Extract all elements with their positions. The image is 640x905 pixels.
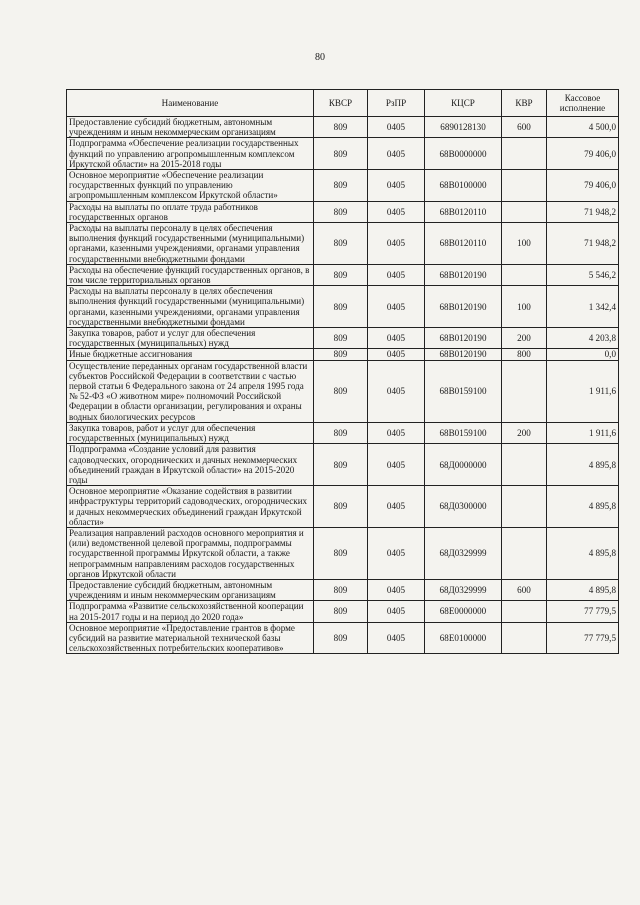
- cell-rzpr: 0405: [368, 360, 425, 422]
- header-amount: Кассовое исполнение: [547, 90, 619, 117]
- table-row: [67, 486, 619, 528]
- cell-kvsr: 809: [314, 486, 368, 528]
- cell-kcsr: 68Д0000000: [425, 444, 502, 486]
- cell-kvr: [502, 138, 547, 170]
- cell-rzpr: 0405: [368, 117, 425, 138]
- cell-amount: 71 948,2: [547, 201, 619, 222]
- cell-amount: 4 500,0: [547, 117, 619, 138]
- cell-kvsr: 809: [314, 622, 368, 654]
- cell-kvr: [502, 527, 547, 579]
- cell-name: Расходы на выплаты персоналу в целях обеспечения выполнения функций государственными (муниципальными) органами, казенными учреждениями, органами управления государственными внебюджетными фондами: [67, 223, 314, 265]
- cell-kvsr: 809: [314, 138, 368, 170]
- header-name: Наименование: [67, 90, 314, 117]
- header-rzpr: РзПР: [368, 90, 425, 117]
- cell-kvsr: 809: [314, 201, 368, 222]
- cell-kcsr: 68Е0000000: [425, 601, 502, 622]
- cell-rzpr: 0405: [368, 527, 425, 579]
- cell-kvr: [502, 444, 547, 486]
- cell-name: Иные бюджетные ассигнования: [67, 349, 314, 360]
- cell-rzpr: 0405: [368, 170, 425, 202]
- cell-rzpr: 0405: [368, 422, 425, 443]
- cell-amount: 4 895,8: [547, 486, 619, 528]
- page-number: 80: [315, 52, 325, 63]
- cell-amount: 77 779,5: [547, 601, 619, 622]
- cell-name: Подпрограмма «Обеспечение реализации государственных функций по управлению агропромышленным комплексом Иркутской области» на 2015-2018 годы: [67, 138, 314, 170]
- table-row: [67, 349, 619, 360]
- cell-kcsr: 68В0100000: [425, 170, 502, 202]
- cell-amount: 1 342,4: [547, 286, 619, 328]
- cell-name: Реализация направлений расходов основного мероприятия и (или) ведомственной целевой программы, подпрограммы государственной программы Иркутской области, а также непрограммным направлениям расходов государственных органов Иркутской области: [67, 527, 314, 579]
- cell-kvr: [502, 622, 547, 654]
- cell-name: Расходы на обеспечение функций государственных органов, в том числе территориальных органов: [67, 264, 314, 285]
- table-row: [67, 170, 619, 202]
- cell-kvsr: 809: [314, 360, 368, 422]
- cell-kvr: [502, 201, 547, 222]
- table-row: [67, 360, 619, 422]
- table-row: [67, 223, 619, 265]
- cell-amount: 1 911,6: [547, 360, 619, 422]
- header-kvsr: КВСР: [314, 90, 368, 117]
- table-row: [67, 201, 619, 222]
- cell-kcsr: 68Д0300000: [425, 486, 502, 528]
- cell-kvsr: 809: [314, 579, 368, 600]
- cell-rzpr: 0405: [368, 286, 425, 328]
- cell-kvsr: 809: [314, 601, 368, 622]
- table-row: [67, 622, 619, 654]
- cell-rzpr: 0405: [368, 328, 425, 349]
- cell-kvsr: 809: [314, 328, 368, 349]
- cell-amount: 4 895,8: [547, 527, 619, 579]
- cell-amount: 5 546,2: [547, 264, 619, 285]
- cell-kvr: 600: [502, 117, 547, 138]
- cell-rzpr: 0405: [368, 486, 425, 528]
- table-row: [67, 527, 619, 579]
- cell-name: Закупка товаров, работ и услуг для обеспечения государственных (муниципальных) нужд: [67, 328, 314, 349]
- cell-rzpr: 0405: [368, 138, 425, 170]
- cell-rzpr: 0405: [368, 601, 425, 622]
- cell-amount: 0,0: [547, 349, 619, 360]
- cell-name: Осуществление переданных органам государственной власти субъектов Российской Федерации в соответствии с частью первой статьи 6 Федерального закона от 24 апреля 1995 года № 52-ФЗ «О животном мире» полномочий Российской Федерации в области организации, регулирования и охраны водных биологических ресурсов: [67, 360, 314, 422]
- table-row: [67, 444, 619, 486]
- table-row: [67, 286, 619, 328]
- cell-kcsr: 68Д0329999: [425, 527, 502, 579]
- cell-kvr: [502, 360, 547, 422]
- cell-kvsr: 809: [314, 422, 368, 443]
- cell-kvsr: 809: [314, 349, 368, 360]
- cell-kvsr: 809: [314, 286, 368, 328]
- cell-name: Подпрограмма «Создание условий для развития садоводческих, огороднических и дачных некоммерческих объединений граждан в Иркутской области» на 2015-2020 годы: [67, 444, 314, 486]
- cell-rzpr: 0405: [368, 579, 425, 600]
- cell-rzpr: 0405: [368, 444, 425, 486]
- header-kvr: КВР: [502, 90, 547, 117]
- table-row: [67, 328, 619, 349]
- cell-kcsr: 68В0120110: [425, 201, 502, 222]
- cell-kcsr: 68В0120190: [425, 328, 502, 349]
- cell-rzpr: 0405: [368, 201, 425, 222]
- cell-kvsr: 809: [314, 170, 368, 202]
- header-kcsr: КЦСР: [425, 90, 502, 117]
- cell-kvr: 800: [502, 349, 547, 360]
- table-row: [67, 264, 619, 285]
- cell-kcsr: 68Е0100000: [425, 622, 502, 654]
- cell-rzpr: 0405: [368, 622, 425, 654]
- cell-name: Основное мероприятие «Обеспечение реализации государственных функций по управлению агропромышленным комплексом Иркутской области»: [67, 170, 314, 202]
- cell-amount: 77 779,5: [547, 622, 619, 654]
- table-row: [67, 117, 619, 138]
- cell-kvsr: 809: [314, 527, 368, 579]
- cell-amount: 4 895,8: [547, 579, 619, 600]
- table-header-row: [67, 90, 619, 117]
- table-row: [67, 579, 619, 600]
- table-row: [67, 138, 619, 170]
- cell-kcsr: 68Д0329999: [425, 579, 502, 600]
- cell-kvr: 100: [502, 286, 547, 328]
- cell-kcsr: 68В0159100: [425, 360, 502, 422]
- cell-kvr: 200: [502, 328, 547, 349]
- cell-rzpr: 0405: [368, 349, 425, 360]
- cell-kvsr: 809: [314, 264, 368, 285]
- cell-kvr: [502, 601, 547, 622]
- cell-amount: 71 948,2: [547, 223, 619, 265]
- cell-amount: 1 911,6: [547, 422, 619, 443]
- cell-name: Предоставление субсидий бюджетным, автономным учреждениям и иным некоммерческим организациям: [67, 117, 314, 138]
- cell-kvr: 200: [502, 422, 547, 443]
- cell-name: Предоставление субсидий бюджетным, автономным учреждениям и иным некоммерческим организациям: [67, 579, 314, 600]
- cell-rzpr: 0405: [368, 264, 425, 285]
- cell-kcsr: 68В0159100: [425, 422, 502, 443]
- cell-kvr: [502, 264, 547, 285]
- cell-kvr: [502, 170, 547, 202]
- cell-rzpr: 0405: [368, 223, 425, 265]
- cell-kcsr: 6890128130: [425, 117, 502, 138]
- cell-name: Расходы на выплаты по оплате труда работников государственных органов: [67, 201, 314, 222]
- cell-kcsr: 68В0120190: [425, 264, 502, 285]
- cell-amount: 4 895,8: [547, 444, 619, 486]
- cell-name: Основное мероприятие «Оказание содействия в развитии инфраструктуры территорий садоводческих, огороднических и дачных некоммерческих объединений граждан Иркутской области»: [67, 486, 314, 528]
- cell-name: Закупка товаров, работ и услуг для обеспечения государственных (муниципальных) нужд: [67, 422, 314, 443]
- cell-name: Расходы на выплаты персоналу в целях обеспечения выполнения функций государственными (муниципальными) органами, казенными учреждениями, органами управления государственными внебюджетными фондами: [67, 286, 314, 328]
- cell-kcsr: 68В0000000: [425, 138, 502, 170]
- cell-kvr: [502, 486, 547, 528]
- cell-name: Основное мероприятие «Предоставление грантов в форме субсидий на развитие материальной технической базы сельскохозяйственных потребительских кооперативов»: [67, 622, 314, 654]
- cell-name: Подпрограмма «Развитие сельскохозяйственной кооперации на 2015-2017 годы и на период до 2020 года»: [67, 601, 314, 622]
- cell-kcsr: 68В0120190: [425, 349, 502, 360]
- table-row: [67, 422, 619, 443]
- cell-kvr: 600: [502, 579, 547, 600]
- table-row: [67, 601, 619, 622]
- cell-kcsr: 68В0120110: [425, 223, 502, 265]
- cell-kcsr: 68В0120190: [425, 286, 502, 328]
- cell-kvr: 100: [502, 223, 547, 265]
- cell-kvsr: 809: [314, 223, 368, 265]
- budget-table: [66, 89, 619, 654]
- cell-amount: 79 406,0: [547, 138, 619, 170]
- cell-kvsr: 809: [314, 444, 368, 486]
- cell-amount: 4 203,8: [547, 328, 619, 349]
- cell-kvsr: 809: [314, 117, 368, 138]
- cell-amount: 79 406,0: [547, 170, 619, 202]
